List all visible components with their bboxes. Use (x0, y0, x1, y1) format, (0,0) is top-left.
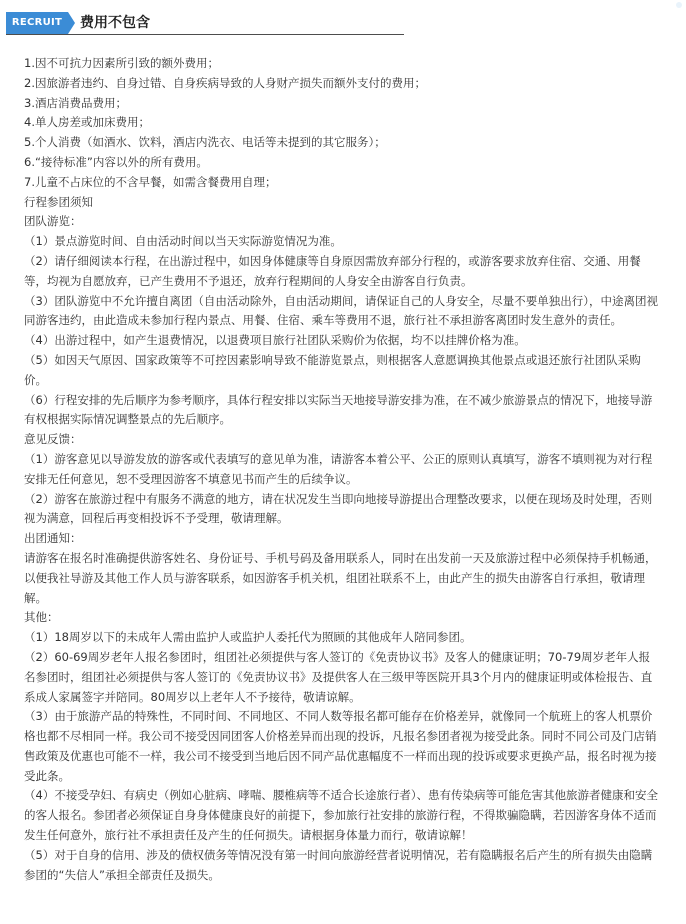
text-line: 6.“接待标准”内容以外的所有费用。 (24, 154, 208, 169)
text-line: （2）游客在旅游过程中有服务不满意的地方，请在状况发生当即向地接导游提出合理整改要求，以便在现场及时处理，否则视为满意，回程后再变相投诉不予受理，敬请理解。 (24, 491, 653, 526)
section-header (6, 6, 404, 35)
text-line: 7.儿童不占床位的不含早餐，如需含餐费用自理； (24, 174, 277, 189)
content-body (24, 54, 660, 885)
recruit-badge (6, 12, 68, 34)
text-line: 1.因不可抗力因素所引致的额外费用； (24, 56, 219, 70)
badge-tail-decoration (68, 12, 75, 34)
section-heading: 团队游览： (24, 214, 82, 229)
text-line: （1）游客意见以导游发放的游客或代表填写的意见单为准，请游客本着公平、公正的原则认真填写，游客不填则视为对行程安排无任何意见，恕不受理因游客不填意见书而产生的后续争议。 (24, 451, 653, 486)
text-line: （3）由于旅游产品的特殊性，不同时间、不同地区、不同人数等报名都可能存在价格差异，就像同一个航班上的客人机票价格也都不尽相同一样。我公司不接受因同团客人价格差异而出现的投诉，凡报名参团者视为接受此条。同时不同公司及门店销售政策及优惠也可能不一样，我公司不接受到当地后因不同产品优惠幅度不一样而出现的投诉或要求更换产品，报名时视为接受此条。 (24, 709, 657, 783)
text-line: （6）行程安排的先后顺序为参考顺序，具体行程安排以实际当天地接导游安排为准，在不减少旅游景点的情况下，地接导游有权根据实际情况调整景点的先后顺序。 (24, 392, 653, 427)
text-line: （4）不接受孕妇、有病史（例如心脏病、哮喘、腰椎病等不适合长途旅行者）、患有传染病等可能危害其他旅游者健康和安全的客人报名。参团者必须保证自身身体健康良好的前提下，参加旅行社安排的旅游行程，不得欺骗隐瞒，若因游客身体不适而发生任何意外，旅行社不承担责任及产生的任何损失。请根据身体量力而行，敬请谅解！ (24, 788, 659, 843)
section-heading: 出团通知： (24, 531, 82, 546)
text-line: （1）景点游览时间、自由活动时间以当天实际游览情况为准。 (24, 234, 342, 249)
text-line: 5.个人消费（如酒水、饮料，酒店内洗衣、电话等未提到的其它服务）； (24, 135, 386, 150)
text-line: 2.因旅游者违约、自身过错、自身疾病导致的人身财产损失而额外支付的费用； (24, 75, 426, 90)
corner-dot-icon (676, 2, 682, 8)
text-line: 请游客在报名时准确提供游客姓名、身份证号、手机号码及备用联系人，同时在出发前一天及旅游过程中必须保持手机畅通，以便我社导游及其他工作人员与游客联系，如因游客手机关机，组团社联系不上，由此产生的损失由游客自行承担，敬请理解。 (24, 550, 657, 605)
section-heading: 行程参团须知 (24, 194, 93, 209)
text-line: （3）团队游览中不允许擅自离团（自由活动除外，自由活动期间，请保证自己的人身安全，尽量不要单独出行），中途离团视同游客违约，由此造成未参加行程内景点、用餐、住宿、乘车等费用不退，旅行社不承担游客离团时发生意外的责任。 (24, 293, 659, 328)
text-line: （1）18周岁以下的未成年人需由监护人或监护人委托代为照顾的其他成年人陪同参团。 (24, 630, 472, 645)
text-line: （4）出游过程中，如产生退费情况，以退费项目旅行社团队采购价为依据，均不以挂牌价格为准。 (24, 333, 526, 348)
section-heading: 其他： (24, 610, 59, 625)
text-line: （5）对于自身的信用、涉及的债权债务等情况没有第一时间向旅游经营者说明情况，若有隐瞒报名后产生的所有损失由隐瞒参团的“失信人”承担全部责任及损失。 (24, 847, 653, 882)
text-line: 3.酒店消费品费用； (24, 95, 127, 110)
badge-label: RECRUIT (11, 17, 63, 28)
text-line: （5）如因天气原因、国家政策等不可控因素影响导致不能游览景点，则根据客人意愿调换其他景点或退还旅行社团队采购价。 (24, 352, 641, 387)
text-line: （2）请仔细阅读本行程，在出游过程中，如因身体健康等自身原因需放弃部分行程的，或游客要求放弃住宿、交通、用餐等，均视为自愿放弃，已产生费用不予退还，放弃行程期间的人身安全由游客自行负责。 (24, 253, 641, 288)
section-heading: 意见反馈： (24, 432, 82, 447)
section-title: 费用不包含 (80, 15, 150, 31)
text-line: 4.单人房差或加床费用； (24, 115, 150, 130)
text-line: （2）60-69周岁老年人报名参团时，组团社必须提供与客人签订的《免责协议书》及客人的健康证明；70-79周岁老年人报名参团时，组团社必须提供与客人签订的《免责协议书》及提供客人在三级甲等医院开具3个月内的健康证明或体检报告、直系成人家属签字并陪同。80周岁以上老年人不予接待，敬请谅解。 (24, 649, 653, 704)
